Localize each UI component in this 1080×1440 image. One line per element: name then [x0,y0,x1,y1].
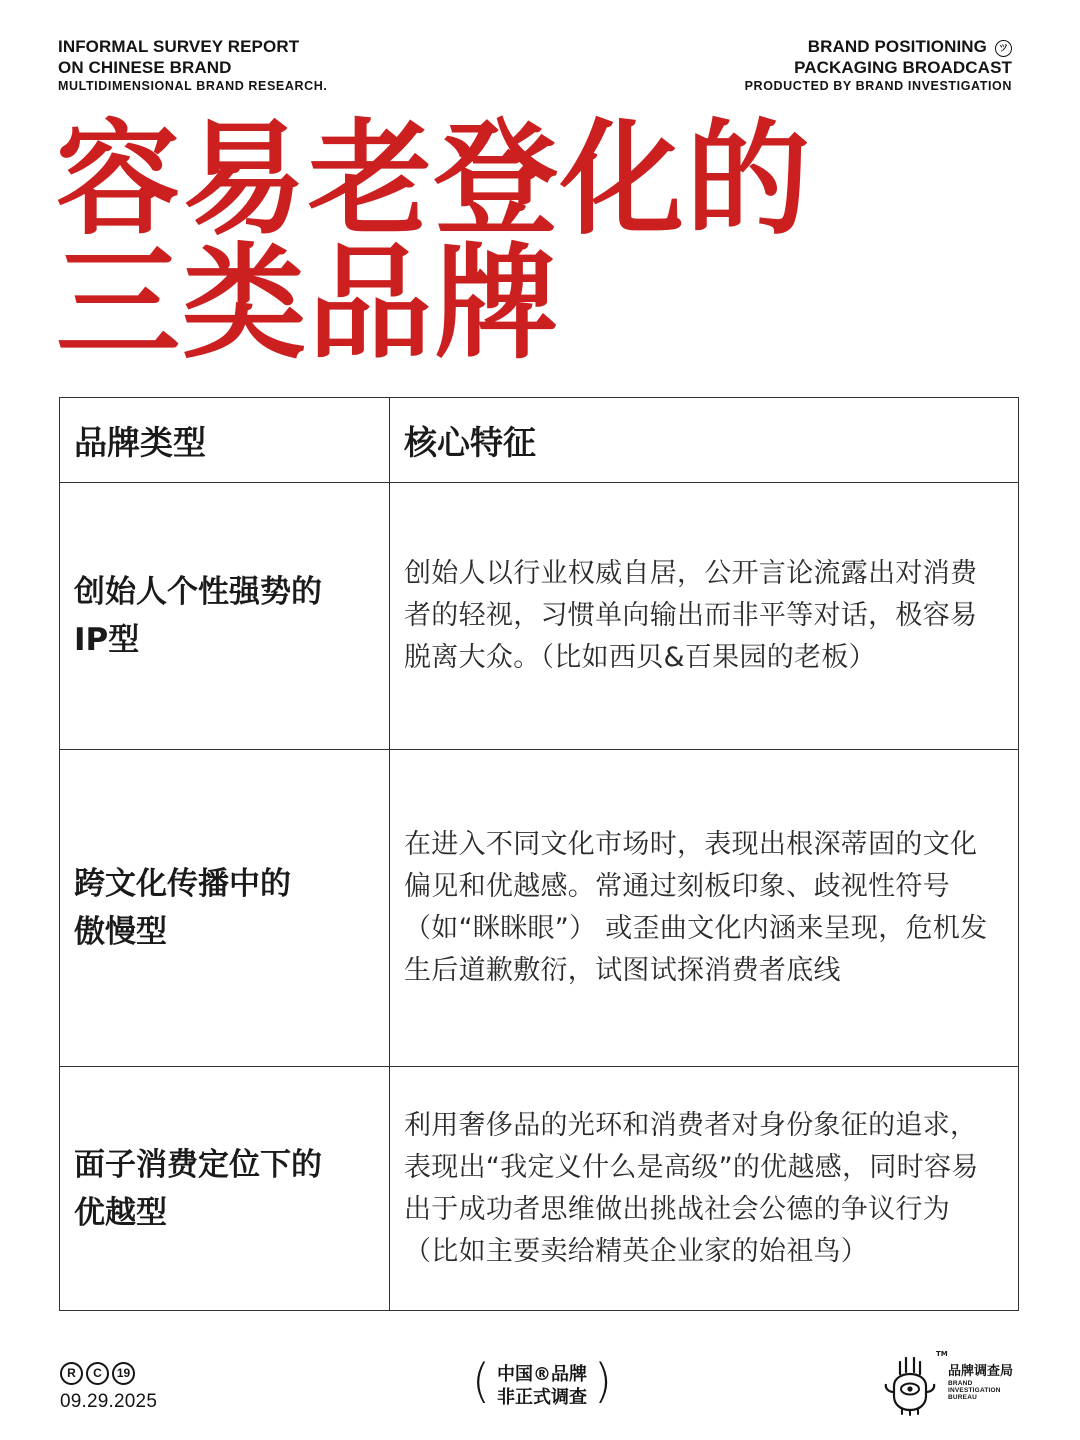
core-feature-cell: 创始人以行业权威自居，公开言论流露出对消费者的轻视，习惯单向输出而非平等对话，极容易脱离大众。（比如西贝&百果园的老板） [390,483,1019,750]
right-paren-icon: ) [594,1354,612,1408]
header-left [58,36,327,95]
bureau-name-en3: BUREAU [948,1394,978,1401]
brand-type-line1: 面子消费定位下的 [74,1146,322,1183]
brand-type-table [59,397,1019,1311]
trademark-mark: TM [936,1350,948,1358]
header-right-line1 [745,36,1012,57]
table-row [60,750,1019,1067]
footer-logo [880,1350,1030,1420]
brand-type-cell [60,750,390,1067]
header-right-title: BRAND POSITIONING [807,37,987,56]
header-right-line2: PACKAGING BROADCAST [794,58,1012,77]
bureau-name-cn: 品牌调查局 [948,1364,1014,1379]
registered-icon: R [60,1362,83,1385]
copyright-marks [60,1362,157,1385]
header-left-line2: ON CHINESE BRAND [58,58,232,77]
bureau-name-en2: INVESTIGATION [948,1387,1001,1394]
brand-type-line1: 创始人个性强势的 [74,574,322,610]
header-left-subline: MULTIDIMENSIONAL BRAND RESEARCH. [58,79,328,93]
footer-left [60,1362,157,1413]
smiley-badge-icon: ツ [995,40,1012,57]
core-feature-cell: 在进入不同文化市场时，表现出根深蒂固的文化偏见和优越感。常通过刻板印象、歧视性符号（如“眯眯眼”） 或歪曲文化内涵来呈现，危机发生后道歉敷衍，试图试探消费者底线 [390,750,1019,1067]
column-header-brand-type: 品牌类型 [60,398,390,483]
brand-type-cell [60,1067,390,1311]
header-left-line1: INFORMAL SURVEY REPORT [58,37,300,56]
table-row [60,1067,1019,1311]
brand-type-line2: IP型 [74,622,140,658]
brand-type-line2: 优越型 [74,1194,167,1231]
page-title-line2: 三类品牌 [56,232,561,376]
header-right-subline: PRODUCTED BY BRAND INVESTIGATION [744,79,1012,93]
hand-eye-icon [880,1352,940,1416]
footer-center-line1: 中国®品牌 [497,1364,587,1385]
left-paren-icon: ( [472,1354,490,1408]
brand-type-cell [60,483,390,750]
table-header-row [60,398,1019,483]
page-title [56,108,813,376]
page-title-line1: 容易老登化的 [56,108,813,252]
footer-center-line2: 非正式调查 [497,1387,587,1408]
number-19-icon: 19 [112,1362,135,1385]
brand-type-line1: 跨文化传播中的 [74,866,291,902]
footer-date: 09.29.2025 [60,1391,158,1412]
column-header-core-feature: 核心特征 [390,398,1019,483]
bureau-name [948,1364,1013,1401]
copyright-icon: C [86,1362,109,1385]
table-row [60,483,1019,750]
bureau-name-en1: BRAND [948,1380,973,1387]
core-feature-cell: 利用奢侈品的光环和消费者对身份象征的追求，表现出“我定义什么是高级”的优越感，同时容易出于成功者思维做出挑战社会公德的争议行为（比如主要卖给精英企业家的始祖鸟） [390,1067,1019,1311]
header-right [745,36,1012,95]
brand-type-line2: 傲慢型 [74,914,167,950]
footer-center-mark [472,1354,612,1411]
